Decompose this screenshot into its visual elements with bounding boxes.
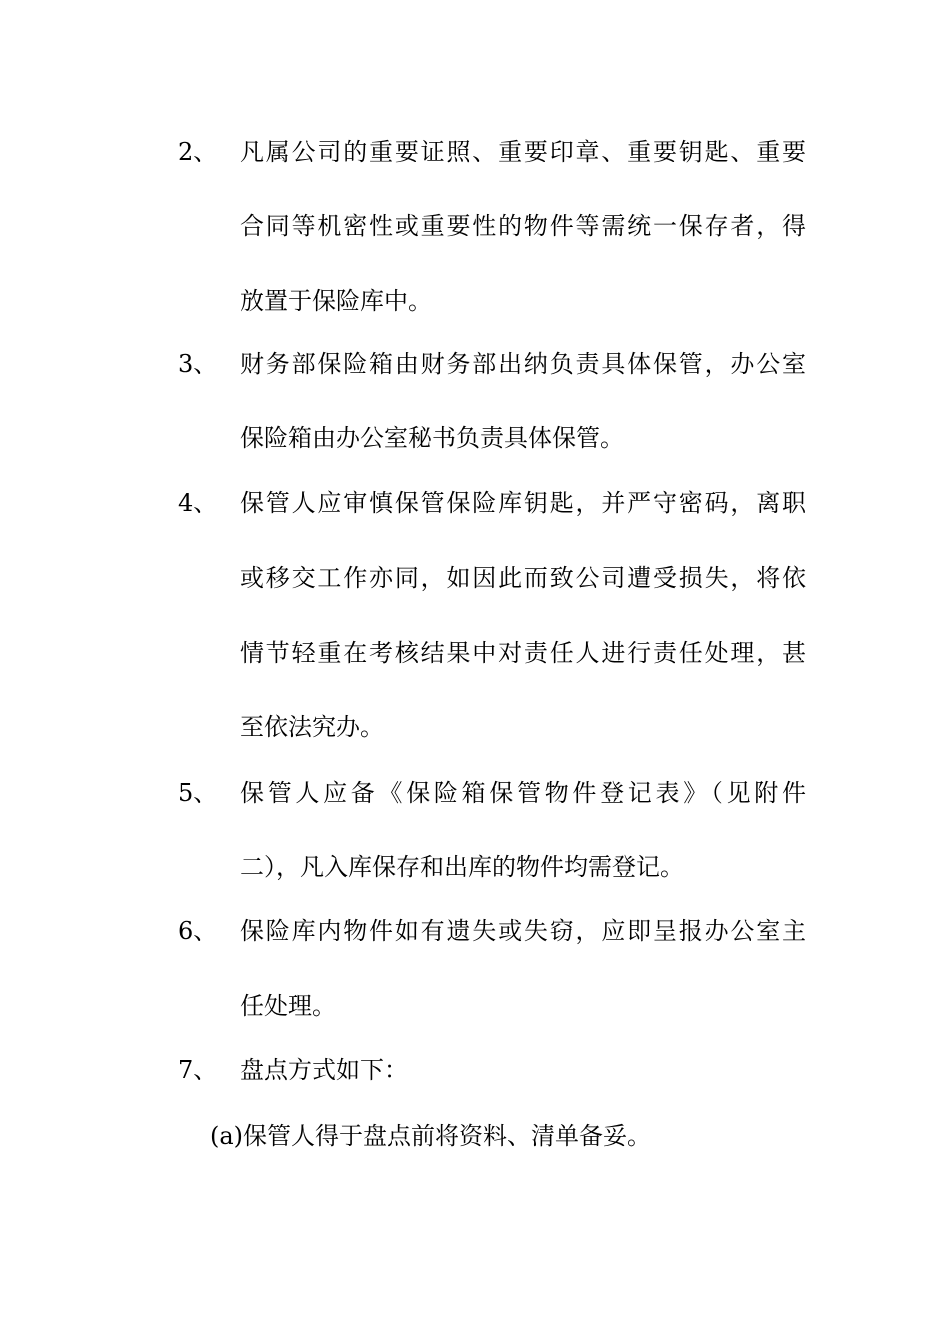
item-text-line: 情节轻重在考核结果中对责任人进行责任处理，甚 xyxy=(240,639,806,667)
item-text-line: 至依法究办。 xyxy=(240,713,384,741)
item-number: 2、 xyxy=(178,138,218,166)
item-text-line: 任处理。 xyxy=(240,992,336,1020)
item-number: 4、 xyxy=(178,489,218,517)
item-text-line: 保险库内物件如有遗失或失窃，应即呈报办公室主 xyxy=(240,917,806,945)
item-text-line: 财务部保险箱由财务部出纳负责具体保管，办公室 xyxy=(240,350,806,378)
item-text-line: 二），凡入库保存和出库的物件均需登记。 xyxy=(240,853,684,881)
item-text-line: 保险箱由办公室秘书负责具体保管。 xyxy=(240,424,624,452)
item-number: 7、 xyxy=(178,1056,218,1084)
item-text-line: 凡属公司的重要证照、重要印章、重要钥匙、重要 xyxy=(240,138,806,166)
item-text-line: 合同等机密性或重要性的物件等需统一保存者，得 xyxy=(240,212,806,240)
item-text-line: 保管人应备《保险箱保管物件登记表》（见附件 xyxy=(240,779,806,807)
item-number: 6、 xyxy=(178,917,218,945)
item-text-line: 盘点方式如下： xyxy=(240,1056,408,1084)
item-text-line: 放置于保险库中。 xyxy=(240,287,432,315)
item-text-line: 或移交工作亦同，如因此而致公司遭受损失，将依 xyxy=(240,564,806,592)
sub-item-text: (a)保管人得于盘点前将资料、清单备妥。 xyxy=(210,1122,652,1150)
item-number: 3、 xyxy=(178,350,218,378)
item-number: 5、 xyxy=(178,779,218,807)
item-text-line: 保管人应审慎保管保险库钥匙，并严守密码，离职 xyxy=(240,489,806,517)
